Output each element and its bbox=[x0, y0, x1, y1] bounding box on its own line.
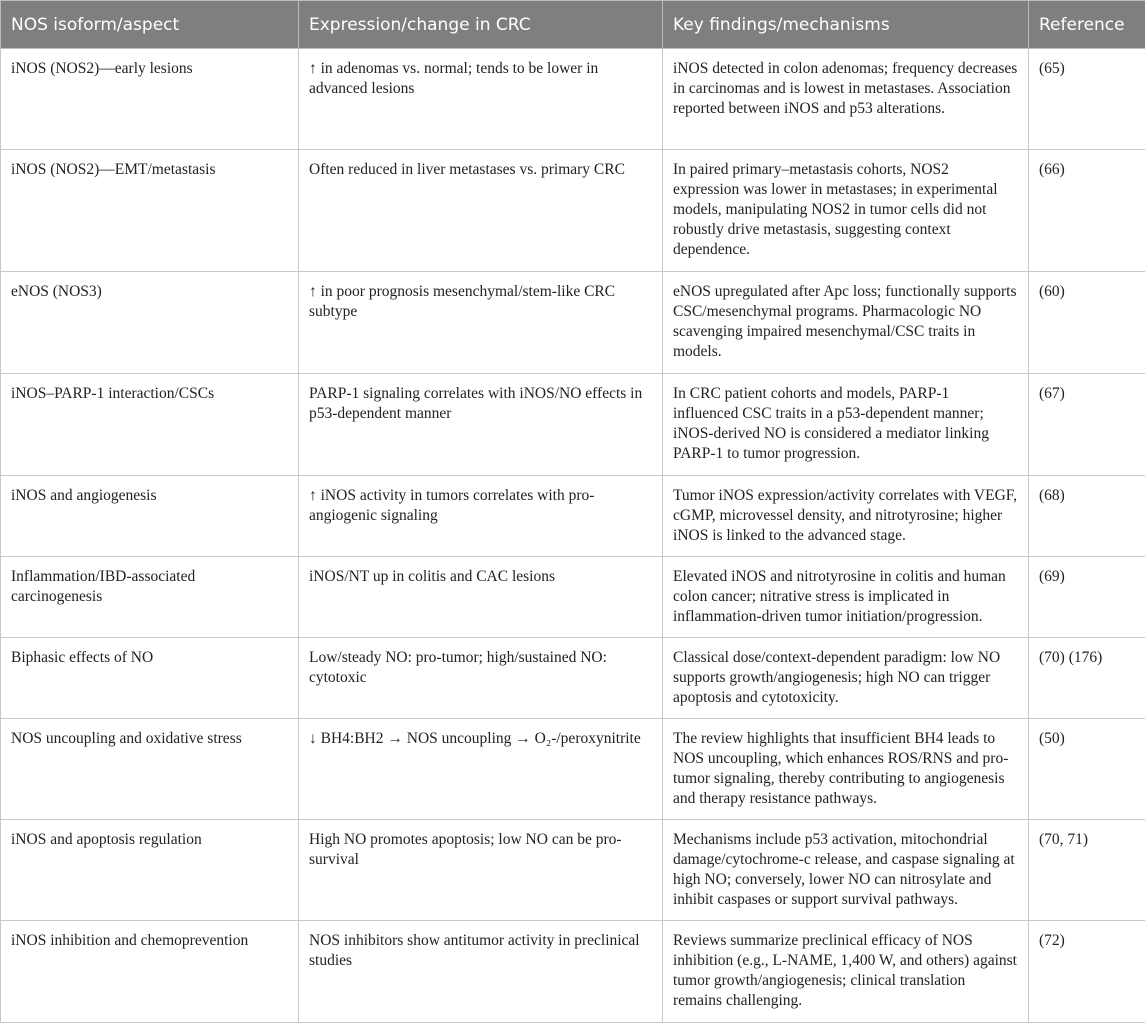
findings-cell: The review highlights that insufficient BH4 leads to NOS uncoupling, which enhances ROS/RNS and pro-tumor signaling, thereby contributing to angiogenesis and therapy resistance pathways. bbox=[663, 719, 1029, 820]
aspect-cell: NOS uncoupling and oxidative stress bbox=[1, 719, 299, 820]
table-row bbox=[1, 272, 1145, 374]
expression-cell: iNOS/NT up in colitis and CAC lesions bbox=[299, 557, 663, 638]
aspect-cell: iNOS and apoptosis regulation bbox=[1, 820, 299, 921]
table-row bbox=[1, 820, 1145, 921]
reference-cell: (67) bbox=[1029, 374, 1145, 476]
aspect-cell: eNOS (NOS3) bbox=[1, 272, 299, 374]
aspect-cell: iNOS–PARP-1 interaction/CSCs bbox=[1, 374, 299, 476]
table-row bbox=[1, 476, 1145, 557]
header-row bbox=[1, 1, 1145, 49]
expression-cell: PARP-1 signaling correlates with iNOS/NO effects in p53-dependent manner bbox=[299, 374, 663, 476]
expression-cell: High NO promotes apoptosis; low NO can be pro-survival bbox=[299, 820, 663, 921]
reference-cell: (69) bbox=[1029, 557, 1145, 638]
table-row bbox=[1, 557, 1145, 638]
aspect-cell: iNOS and angiogenesis bbox=[1, 476, 299, 557]
header-aspect: NOS isoform/aspect bbox=[1, 1, 299, 49]
reference-cell: (70) (176) bbox=[1029, 638, 1145, 719]
header-findings: Key findings/mechanisms bbox=[663, 1, 1029, 49]
aspect-cell: iNOS (NOS2)—EMT/metastasis bbox=[1, 150, 299, 272]
expression-cell: NOS inhibitors show antitumor activity in preclinical studies bbox=[299, 921, 663, 1023]
findings-cell: Tumor iNOS expression/activity correlates with VEGF, cGMP, microvessel density, and nitrotyrosine; higher iNOS is linked to the advanced stage. bbox=[663, 476, 1029, 557]
findings-cell: Elevated iNOS and nitrotyrosine in colitis and human colon cancer; nitrative stress is implicated in inflammation-driven tumor initiation/progression. bbox=[663, 557, 1029, 638]
expression-cell: Low/steady NO: pro-tumor; high/sustained NO: cytotoxic bbox=[299, 638, 663, 719]
expression-cell: Often reduced in liver metastases vs. primary CRC bbox=[299, 150, 663, 272]
aspect-cell: iNOS (NOS2)—early lesions bbox=[1, 49, 299, 150]
reference-cell: (66) bbox=[1029, 150, 1145, 272]
expression-cell: ↓ BH4:BH2 → NOS uncoupling → O₂-/peroxynitrite bbox=[299, 719, 663, 820]
table-row bbox=[1, 49, 1145, 150]
findings-cell: Mechanisms include p53 activation, mitochondrial damage/cytochrome-c release, and caspase signaling at high NO; conversely, lower NO can nitrosylate and inhibit caspases or support survival pathways. bbox=[663, 820, 1029, 921]
aspect-cell: Biphasic effects of NO bbox=[1, 638, 299, 719]
header-reference: Reference bbox=[1029, 1, 1145, 49]
reference-cell: (65) bbox=[1029, 49, 1145, 150]
findings-cell: In CRC patient cohorts and models, PARP-1 influenced CSC traits in a p53-dependent manner; iNOS-derived NO is considered a mediator linking PARP-1 to tumor progression. bbox=[663, 374, 1029, 476]
expression-cell: ↑ in adenomas vs. normal; tends to be lower in advanced lesions bbox=[299, 49, 663, 150]
table-row bbox=[1, 150, 1145, 272]
findings-cell: Classical dose/context-dependent paradigm: low NO supports growth/angiogenesis; high NO can trigger apoptosis and cytotoxicity. bbox=[663, 638, 1029, 719]
aspect-cell: iNOS inhibition and chemoprevention bbox=[1, 921, 299, 1023]
table-row bbox=[1, 921, 1145, 1023]
header-expression: Expression/change in CRC bbox=[299, 1, 663, 49]
aspect-cell: Inflammation/IBD-associated carcinogenesis bbox=[1, 557, 299, 638]
findings-cell: In paired primary–metastasis cohorts, NOS2 expression was lower in metastases; in experimental models, manipulating NOS2 in tumor cells did not robustly drive metastasis, suggesting context dependence. bbox=[663, 150, 1029, 272]
findings-cell: iNOS detected in colon adenomas; frequency decreases in carcinomas and is lowest in metastases. Association reported between iNOS and p53 alterations. bbox=[663, 49, 1029, 150]
expression-cell: ↑ iNOS activity in tumors correlates with pro-angiogenic signaling bbox=[299, 476, 663, 557]
reference-cell: (68) bbox=[1029, 476, 1145, 557]
findings-cell: Reviews summarize preclinical efficacy of NOS inhibition (e.g., L-NAME, 1,400 W, and others) against tumor growth/angiogenesis; clinical translation remains challenging. bbox=[663, 921, 1029, 1023]
reference-cell: (50) bbox=[1029, 719, 1145, 820]
reference-cell: (60) bbox=[1029, 272, 1145, 374]
reference-cell: (72) bbox=[1029, 921, 1145, 1023]
table-row bbox=[1, 374, 1145, 476]
reference-cell: (70, 71) bbox=[1029, 820, 1145, 921]
expression-cell: ↑ in poor prognosis mesenchymal/stem-like CRC subtype bbox=[299, 272, 663, 374]
findings-cell: eNOS upregulated after Apc loss; functionally supports CSC/mesenchymal programs. Pharmacologic NO scavenging impaired mesenchymal/CSC traits in models. bbox=[663, 272, 1029, 374]
table-row bbox=[1, 719, 1145, 820]
table-row bbox=[1, 638, 1145, 719]
